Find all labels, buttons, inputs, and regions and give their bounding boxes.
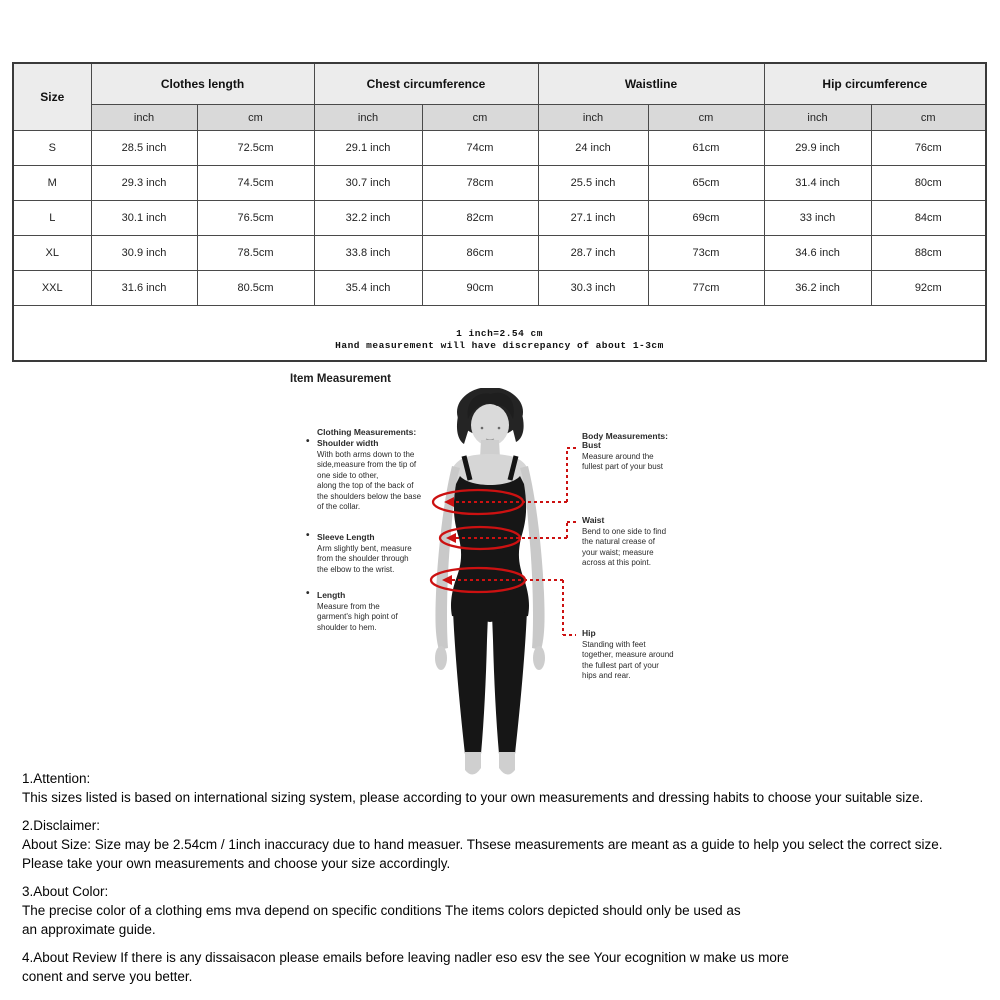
measurement-item	[305, 590, 437, 633]
note-line: This sizes listed is based on international sizing system, please according to your own measurements and dressing habits to choose your suitable size.	[22, 790, 924, 805]
measurement-cell: 76.5cm	[197, 201, 314, 236]
measurement-item-line: together, measure around	[582, 650, 674, 659]
unit-header: cm	[422, 105, 538, 131]
measurement-cell: 25.5 inch	[538, 166, 648, 201]
col-header-chest-circumference: Chest circumference	[314, 63, 538, 105]
measurement-item-line: With both arms down to the	[317, 449, 415, 459]
table-row	[13, 166, 986, 201]
clothing-measurements-heading: Clothing Measurements:	[317, 427, 417, 437]
measurement-item	[305, 532, 437, 575]
table-row	[13, 236, 986, 271]
table-footnote	[13, 306, 986, 362]
measurement-item-title: • Length	[317, 590, 437, 601]
note-line: conent and serve you better.	[22, 969, 193, 984]
note-line: 2.Disclaimer:	[22, 818, 101, 833]
measurement-cell: 30.9 inch	[91, 236, 197, 271]
clothing-measurements-column	[305, 427, 437, 632]
measurement-item-line: of the collar.	[317, 502, 361, 511]
measurement-item-line: fullest part of your bust	[582, 462, 663, 471]
measurement-cell: 28.5 inch	[91, 131, 197, 166]
unit-header: inch	[538, 105, 648, 131]
body-measurements-column	[582, 431, 694, 680]
measurement-cell: 30.1 inch	[91, 201, 197, 236]
note-paragraph	[22, 816, 984, 873]
unit-header: inch	[314, 105, 422, 131]
notes-section	[22, 769, 984, 995]
measurement-item-line: shoulder to hem.	[317, 622, 377, 632]
measurement-cell: 76cm	[871, 131, 986, 166]
measurement-cell: 65cm	[648, 166, 764, 201]
footnote-line-2: Hand measurement will have discrepancy of about 1-3cm	[335, 339, 664, 351]
measurement-item-line: the fullest part of your	[582, 660, 659, 670]
unit-header: cm	[871, 105, 986, 131]
measurement-item-line: Arm slightly bent, measure	[317, 543, 412, 553]
size-cell: M	[13, 166, 91, 201]
measurement-item-line: Bend to one side to find	[582, 526, 667, 536]
size-cell: XXL	[13, 271, 91, 306]
measurement-cell: 36.2 inch	[764, 271, 871, 306]
table-unit-row	[13, 105, 986, 131]
measurement-cell: 78.5cm	[197, 236, 314, 271]
note-line: 1.Attention:	[22, 771, 91, 786]
measurement-item-title: Hip	[582, 628, 596, 638]
measurement-item	[305, 438, 437, 513]
note-line: About Size: Size may be 2.54cm / 1inch inaccuracy due to hand measuer. Thsese measurements are meant as a guide to help you select the correct size.	[22, 837, 943, 852]
note-line: Please take your own measurements and choose your size accordingly.	[22, 856, 451, 871]
measurement-item-line: from the shoulder through	[317, 554, 409, 563]
measurement-item-line: the shoulders below the base	[317, 491, 422, 501]
measurement-cell: 86cm	[422, 236, 538, 271]
unit-header: inch	[764, 105, 871, 131]
note-line: The precise color of a clothing ems mva depend on specific conditions The items colors depicted should only be used as	[22, 903, 741, 918]
measurement-cell: 74.5cm	[197, 166, 314, 201]
size-cell: XL	[13, 236, 91, 271]
measurement-item-title: Bust	[582, 440, 601, 450]
measurement-cell: 31.4 inch	[764, 166, 871, 201]
measurement-cell: 31.6 inch	[91, 271, 197, 306]
table-footnote-row	[13, 306, 986, 362]
table-group-header-row	[13, 63, 986, 105]
measurement-item-title: • Sleeve Length	[317, 532, 437, 543]
measurement-cell: 29.1 inch	[314, 131, 422, 166]
measurement-item	[582, 515, 694, 569]
unit-header: inch	[91, 105, 197, 131]
measurement-cell: 33.8 inch	[314, 236, 422, 271]
measurement-item-line: Measure from the	[317, 601, 380, 611]
measurement-cell: 73cm	[648, 236, 764, 271]
measurement-cell: 30.7 inch	[314, 166, 422, 201]
table-row	[13, 271, 986, 306]
measurement-cell: 33 inch	[764, 201, 871, 236]
measurement-cell: 80.5cm	[197, 271, 314, 306]
figure-legs	[453, 610, 527, 754]
measurement-item	[582, 628, 694, 682]
diagram-title: Item Measurement	[290, 373, 391, 385]
measurement-item	[582, 440, 694, 473]
measurement-item-line: one side to other,	[317, 470, 379, 480]
measurement-cell: 90cm	[422, 271, 538, 306]
measurement-cell: 61cm	[648, 131, 764, 166]
measurement-cell: 88cm	[871, 236, 986, 271]
note-line: an approximate guide.	[22, 922, 156, 937]
note-line: 4.About Review If there is any dissaisacon please emails before leaving nadler eso esv the see Your ecognition w make us more	[22, 950, 789, 965]
measurement-cell: 72.5cm	[197, 131, 314, 166]
col-header-clothes-length: Clothes length	[91, 63, 314, 105]
col-header-size: Size	[13, 63, 91, 131]
measurement-cell: 74cm	[422, 131, 538, 166]
measurement-cell: 84cm	[871, 201, 986, 236]
measurement-cell: 78cm	[422, 166, 538, 201]
col-header-hip-circumference: Hip circumference	[764, 63, 986, 105]
measurement-cell: 30.3 inch	[538, 271, 648, 306]
measurement-item-line: the elbow to the wrist.	[317, 564, 395, 574]
table-row	[13, 131, 986, 166]
measurement-item-line: garment's high point of	[317, 612, 398, 621]
note-paragraph	[22, 882, 984, 939]
measurement-item-title: Waist	[582, 515, 605, 525]
measurement-cell: 24 inch	[538, 131, 648, 166]
measurement-cell: 34.6 inch	[764, 236, 871, 271]
model-figure	[420, 388, 590, 788]
measurement-item-line: along the top of the back of	[317, 481, 414, 490]
measurement-item-line: Measure around the	[582, 451, 654, 461]
measurement-item-line: the natural crease of	[582, 537, 655, 546]
measurement-cell: 32.2 inch	[314, 201, 422, 236]
unit-header: cm	[648, 105, 764, 131]
measurement-cell: 28.7 inch	[538, 236, 648, 271]
measurement-cell: 27.1 inch	[538, 201, 648, 236]
col-header-waistline: Waistline	[538, 63, 764, 105]
size-table	[12, 62, 987, 362]
body-measurements-heading: Body Measurements:	[582, 431, 668, 441]
note-paragraph	[22, 948, 984, 986]
footnote-line-1: 1 inch=2.54 cm	[456, 327, 543, 339]
measurement-item-line: your waist; measure	[582, 547, 654, 557]
measurement-item-line: side,measure from the tip of	[317, 460, 417, 469]
measurement-cell: 29.9 inch	[764, 131, 871, 166]
size-table-body	[13, 131, 986, 306]
size-cell: S	[13, 131, 91, 166]
measurement-cell: 80cm	[871, 166, 986, 201]
measurement-cell: 77cm	[648, 271, 764, 306]
measurement-item-line: Standing with feet	[582, 639, 646, 649]
measurement-item-line: hips and rear.	[582, 671, 631, 680]
measurement-item-title: • Shoulder width	[317, 438, 437, 449]
unit-header: cm	[197, 105, 314, 131]
measurement-cell: 82cm	[422, 201, 538, 236]
measurement-cell: 69cm	[648, 201, 764, 236]
measurement-cell: 29.3 inch	[91, 166, 197, 201]
measurement-cell: 92cm	[871, 271, 986, 306]
measurement-item-line: across at this point.	[582, 558, 651, 567]
figure-face	[468, 393, 514, 446]
measurement-cell: 35.4 inch	[314, 271, 422, 306]
table-row	[13, 201, 986, 236]
size-cell: L	[13, 201, 91, 236]
note-paragraph	[22, 769, 984, 807]
note-line: 3.About Color:	[22, 884, 109, 899]
